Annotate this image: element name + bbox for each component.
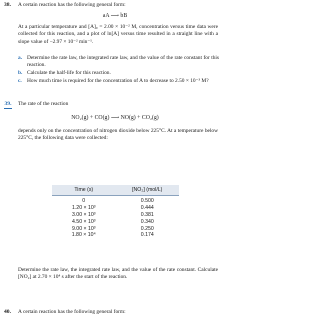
table-cell: 0.500	[140, 198, 154, 205]
problem-40	[0, 309, 230, 315]
problem-number: 40.	[4, 309, 11, 315]
problem-number: 39.	[4, 101, 12, 107]
table-row	[52, 212, 179, 219]
reaction-equation: NO₂(g) + CO(g) ⟶ NO(g) + CO₂(g)	[71, 115, 159, 121]
table-cell: 3.00 × 10³	[71, 211, 96, 218]
table-cell: 0.340	[140, 218, 154, 225]
table-row	[52, 225, 179, 232]
column-header-concentration: [NO₂] (mol/L)	[116, 185, 180, 196]
table-cell: 4.50 × 10³	[71, 218, 96, 225]
table-header-row	[52, 185, 179, 196]
table-row	[52, 205, 179, 212]
problem-body: depends only on the concentration of nitrogen dioxide below 225°C. At a temperature below 225°C, the following data were collected:	[18, 128, 218, 142]
part-label: c.	[18, 78, 22, 84]
problem-body: At a particular temperature and [A]₀ = 2.00 × 10⁻² M, concentration versus time data were collected for this reaction, and a plot of ln[A] versus time resulted in a straight line with a slope value of −2.97 × 10⁻² min⁻¹.	[18, 24, 218, 45]
table-cell: 1.20 × 10³	[71, 205, 96, 212]
problem-number: 38.	[4, 2, 11, 8]
table-cell: 0.381	[140, 211, 154, 218]
problem-question: Determine the rate law, the integrated rate law, and the value of the rate constant. Calculate [NO₂] at 2.70 × 10⁴ s after the start of the reaction.	[18, 267, 218, 281]
part-text: How much time is required for the concentration of A to decrease to 2.50 × 10⁻³ M?	[27, 78, 209, 84]
table-cell: 0.250	[140, 225, 154, 232]
problem-intro: A certain reaction has the following general form:	[18, 2, 126, 8]
data-table	[52, 185, 179, 239]
table-cell: 0.444	[140, 205, 154, 212]
table-cell: 1.80 × 10⁴	[71, 232, 96, 239]
column-header-time: Time (s)	[52, 185, 116, 196]
reaction-equation: aA ⟶ bB	[102, 13, 128, 19]
problem-intro: The rate of the reaction	[18, 101, 69, 107]
table-cell: 0.174	[140, 232, 154, 239]
part-text: Calculate the half-life for this reaction.	[27, 70, 111, 76]
table-row	[52, 218, 179, 225]
problem-intro: A certain reaction has the following general form:	[18, 309, 126, 315]
part-label: a.	[18, 55, 23, 61]
part-label: b.	[18, 70, 23, 76]
table-cell: 0	[82, 198, 86, 205]
table-row	[52, 232, 179, 239]
table-row	[52, 196, 179, 205]
part-text: Determine the rate law, the integrated rate law, and the value of the rate constant for this reaction.	[27, 55, 219, 69]
table-cell: 9.00 × 10³	[71, 225, 96, 232]
